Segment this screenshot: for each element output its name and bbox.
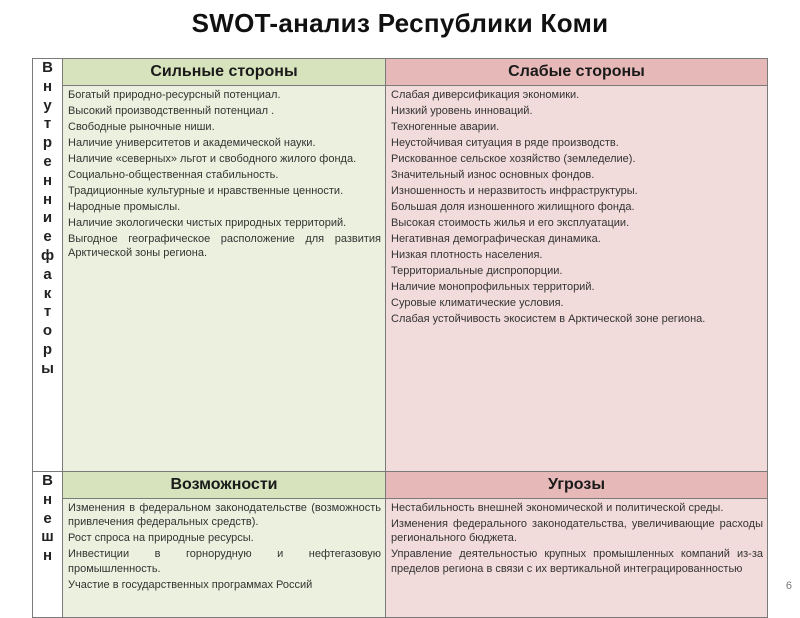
weakness-item: Негативная демографическая динамика.	[391, 232, 601, 245]
weakness-item: Значительный износ основных фондов.	[391, 168, 595, 181]
weakness-item: Изношенность и неразвитость инфраструктуры.	[391, 184, 638, 197]
internal-label-letter: т	[43, 303, 52, 321]
opportunity-item: Инвестиции в горнорудную и нефтегазовую промышленность.	[68, 548, 381, 575]
weaknesses-header: Слабые стороны	[386, 59, 768, 86]
internal-label-letter: т	[43, 115, 52, 133]
page-number: 6	[785, 580, 792, 592]
strength-item: Выгодное географическое расположение для развития Арктической зоны региона.	[68, 232, 381, 260]
threat-item: Изменения федерального законодательства, увеличивающие расходы регионального бюджета.	[391, 517, 763, 545]
opportunity-item: Участие в государственных программах Россий	[68, 578, 313, 591]
threat-item: Управление деятельностью крупных промышленных компаний из-за пределов региона в связи с их вертикальной интеграцированностью	[391, 548, 763, 575]
external-factors-label	[33, 472, 63, 618]
weakness-item: Территориальные диспропорции.	[391, 264, 563, 277]
internal-label-letter: е	[43, 228, 52, 246]
weakness-item: Неустойчивая ситуация в ряде производств.	[391, 136, 619, 149]
strengths-cell	[63, 86, 386, 472]
external-label-letter: н	[42, 547, 53, 565]
page-title: SWOT-анализ Республики Коми	[191, 8, 609, 38]
internal-label-letter: е	[43, 152, 52, 170]
internal-label-letter: а	[43, 265, 52, 283]
internal-label-letter: у	[43, 96, 52, 114]
external-label-letter: ш	[41, 528, 54, 546]
weakness-item: Высокая стоимость жилья и его эксплуатации.	[391, 216, 630, 229]
internal-label-letter: В	[42, 59, 53, 76]
weakness-item: Большая доля изношенного жилищного фонда.	[391, 200, 635, 213]
opportunity-item: Изменения в федеральном законодательстве (возможность привлечения федеральных средств).	[68, 502, 381, 529]
internal-factors-label	[33, 59, 63, 472]
internal-label-letter: н	[42, 190, 53, 208]
weakness-item: Низкая плотность населения.	[391, 248, 543, 261]
strength-item: Народные промыслы.	[68, 200, 181, 213]
strength-item: Наличие университетов и академической науки.	[68, 136, 316, 149]
weakness-item: Техногенные аварии.	[391, 120, 500, 133]
external-label-letter: е	[43, 509, 52, 527]
strength-item: Традиционные культурные и нравственные ценности.	[68, 184, 344, 197]
opportunity-item: Рост спроса на природные ресурсы.	[68, 532, 254, 545]
internal-label-letter: о	[42, 322, 53, 340]
weakness-item: Рискованное сельское хозяйство (земледелие).	[391, 152, 636, 165]
internal-label-letter: р	[42, 134, 53, 152]
internal-label-letter: р	[42, 340, 53, 358]
strength-item: Свободные рыночные ниши.	[68, 120, 215, 133]
internal-label-letter: ф	[40, 246, 55, 264]
weakness-item: Суровые климатические условия.	[391, 296, 564, 309]
threat-item: Нестабильность внешней экономической и политической среды.	[391, 502, 724, 514]
internal-label-letter: н	[42, 171, 53, 189]
threats-header: Угрозы	[386, 472, 768, 499]
opportunities-header: Возможности	[63, 472, 386, 499]
weaknesses-cell	[386, 86, 768, 472]
external-label-letter: В	[42, 472, 53, 489]
external-label-letter: н	[42, 490, 53, 508]
weakness-item: Слабая диверсификация экономики.	[391, 89, 580, 101]
swot-table	[32, 58, 768, 618]
strengths-header: Сильные стороны	[63, 59, 386, 86]
strength-item: Богатый природно-ресурсный потенциал.	[68, 89, 281, 101]
strength-item: Высокий производственный потенциал .	[68, 104, 275, 117]
strength-item: Социально-общественная стабильность.	[68, 168, 279, 181]
weakness-item: Наличие монопрофильных территорий.	[391, 280, 595, 293]
internal-label-letter: ы	[41, 359, 54, 377]
strength-item: Наличие экологически чистых природных территорий.	[68, 216, 347, 229]
weakness-item: Слабая устойчивость экосистем в Арктической зоне региона.	[391, 312, 706, 325]
internal-label-letter: и	[42, 209, 53, 227]
strength-item: Наличие «северных» льгот и свободного жилого фонда.	[68, 152, 357, 165]
weakness-item: Низкий уровень инноваций.	[391, 104, 533, 117]
internal-label-letter: к	[43, 284, 52, 302]
internal-label-letter: н	[42, 77, 53, 95]
